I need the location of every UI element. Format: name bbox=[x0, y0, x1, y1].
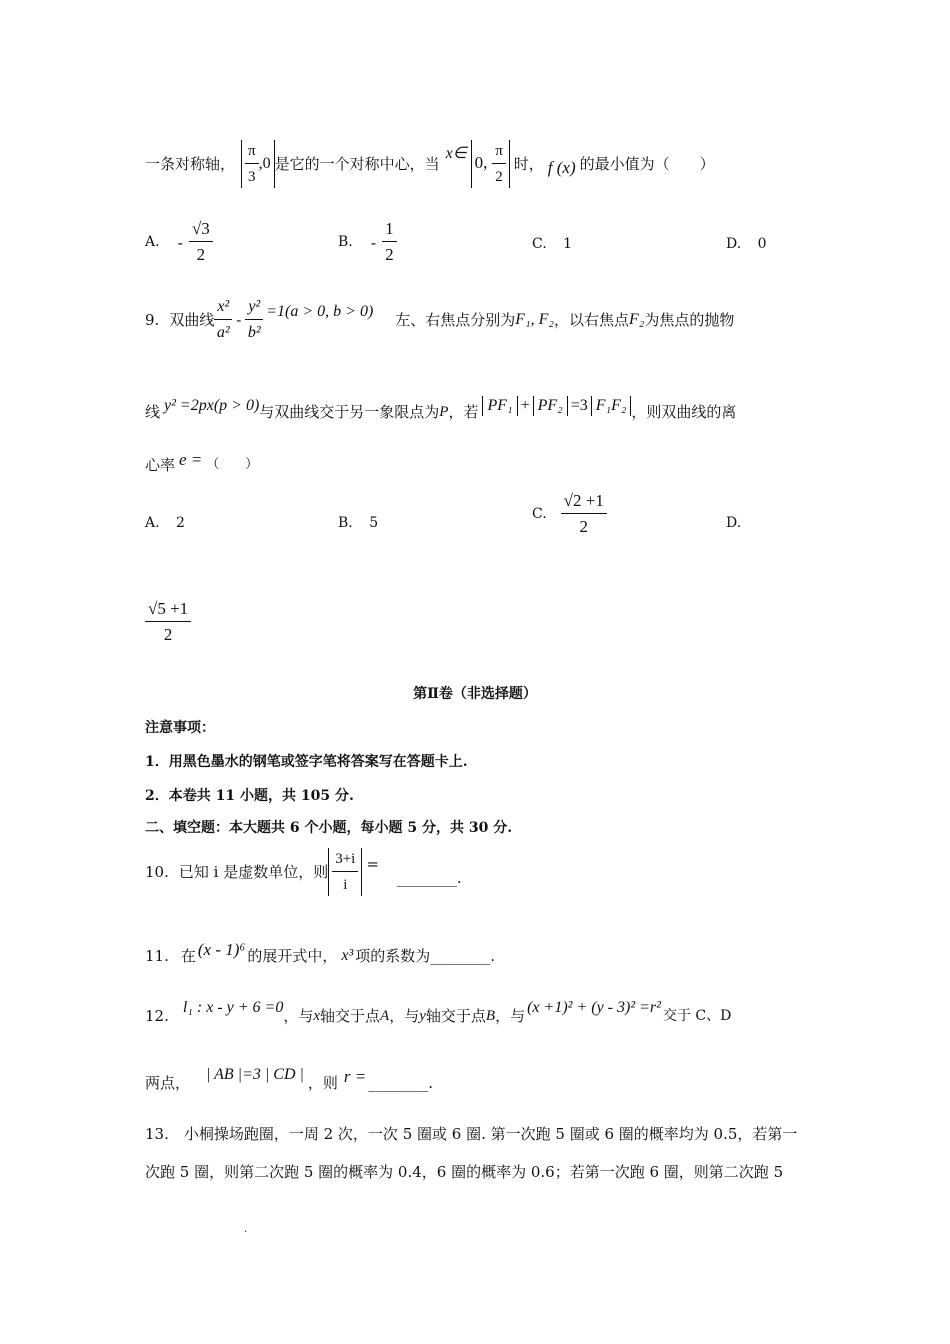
q9-abs-expr bbox=[482, 396, 631, 416]
q8-tail: 的最小值为（ ） bbox=[579, 155, 715, 173]
q11-text2: 的展开式中， bbox=[247, 947, 338, 965]
q9-tail: （ ） bbox=[206, 457, 259, 472]
q11-term: x³ bbox=[341, 947, 354, 964]
q9-option-b bbox=[338, 515, 378, 531]
q11-number: 11. bbox=[145, 947, 169, 965]
q9-c-label: C. bbox=[532, 506, 547, 522]
q9-minus: - bbox=[236, 311, 242, 329]
q8-interval-num: π bbox=[492, 140, 506, 164]
q9-x-num: x² bbox=[214, 296, 232, 320]
q12-text3: ，与 bbox=[389, 1007, 420, 1025]
q10-num: 3+i bbox=[332, 848, 358, 872]
q9-d-den: 2 bbox=[163, 625, 173, 644]
q8-interval-frac bbox=[492, 140, 506, 188]
q8-option-b bbox=[338, 218, 397, 266]
q9-line-1 bbox=[145, 294, 734, 346]
q12-r-eq: r = bbox=[343, 1067, 367, 1086]
q8-option-d bbox=[726, 236, 767, 252]
q10-eq: = bbox=[366, 855, 379, 873]
q9-text5: 与双曲线交于另一象限点为 bbox=[259, 403, 440, 421]
q12-number: 12. bbox=[145, 1007, 169, 1025]
q12-blank: ________. bbox=[368, 1074, 434, 1092]
q8-fx: f (x) bbox=[547, 158, 576, 177]
q8-a-sign: - bbox=[177, 232, 183, 252]
q8-a-num: √3 bbox=[189, 218, 213, 242]
q8-a-den: 2 bbox=[196, 245, 206, 264]
footer-mark: . bbox=[244, 1224, 248, 1235]
q9-c-frac bbox=[561, 490, 607, 538]
q9-x-den: a² bbox=[216, 324, 230, 341]
q12-text2: 轴交于点 bbox=[320, 1007, 381, 1025]
q8-d-value: 0 bbox=[757, 236, 767, 252]
q8-line bbox=[145, 142, 715, 186]
q12-text6: 交于 C、D bbox=[662, 1008, 732, 1024]
q8-center-den: 3 bbox=[248, 169, 256, 185]
q8-center-num: π bbox=[245, 140, 259, 164]
q12-text1: ，与 bbox=[283, 1007, 314, 1025]
q8-prefix: 一条对称轴， bbox=[145, 155, 236, 173]
q8-c-value: 1 bbox=[563, 236, 573, 252]
q9-c-den: 2 bbox=[579, 517, 588, 536]
q8-a-label: A. bbox=[145, 234, 160, 250]
q8-interval-den: 2 bbox=[495, 169, 503, 185]
q9-option-c bbox=[532, 490, 607, 538]
q9-y-den: b² bbox=[247, 324, 261, 341]
q9-b-value: 5 bbox=[369, 515, 379, 531]
q9-line-3 bbox=[145, 450, 258, 480]
q12-line-1 bbox=[145, 994, 731, 1038]
q8-b-frac bbox=[382, 218, 397, 266]
q9-option-a bbox=[145, 515, 185, 531]
q10-frac bbox=[332, 848, 358, 896]
q8-a-frac bbox=[189, 218, 213, 266]
q12-text7: ，则 bbox=[307, 1074, 338, 1092]
q12-line-eq: l₁ : x - y + 6 =0 bbox=[182, 999, 284, 1016]
q8-interval bbox=[471, 140, 510, 188]
q8-center-frac bbox=[245, 140, 259, 188]
q9-text3: ，以右焦点 bbox=[553, 311, 629, 329]
q11-text1: 在 bbox=[180, 947, 196, 965]
q8-b-sign: - bbox=[370, 232, 377, 252]
q12-circle: (x +1)² + (y - 3)² =r² bbox=[527, 999, 661, 1016]
notice-item-2: 2．本卷共 11 小题，共 105 分. bbox=[145, 788, 354, 804]
q9-text4: 为焦点的抛物 bbox=[644, 311, 735, 329]
q9-text1: 双曲线 bbox=[169, 311, 215, 329]
q9-number: 9. bbox=[145, 311, 160, 329]
q9-p: P bbox=[439, 404, 449, 420]
q9-line2-prefix: 线 bbox=[145, 403, 161, 421]
q12-y: y bbox=[419, 1008, 426, 1024]
q8-x-in: x∈ bbox=[445, 145, 467, 162]
q12-text4: 轴交于点 bbox=[425, 1007, 486, 1025]
q9-option-d-value bbox=[145, 598, 191, 646]
q13-line-1: 13. 小桐操场跑圈，一周 2 次，一次 5 圈或 6 圈. 第一次跑 5 圈或 6 圈的概率均为 0.5，若第一 bbox=[145, 1125, 798, 1143]
q8-center-tail: ,0 bbox=[258, 155, 271, 172]
q8-center bbox=[241, 140, 275, 188]
q12-ab-cd: | AB |=3 | CD | bbox=[206, 1066, 304, 1083]
q9-eq3: =3 bbox=[570, 397, 588, 414]
q10-number: 10. bbox=[145, 863, 169, 881]
q9-b-label: B. bbox=[338, 515, 353, 531]
q9-pf1: PF₁ bbox=[482, 396, 517, 416]
q9-frac-y bbox=[245, 296, 263, 344]
q9-d-label: D. bbox=[726, 515, 742, 531]
q9-line-2 bbox=[145, 392, 736, 432]
q9-foci: F₁, F₂ bbox=[515, 311, 554, 328]
q9-pf2: PF₂ bbox=[533, 396, 568, 416]
q8-b-den: 2 bbox=[385, 245, 394, 264]
notice-item-1: 1．用黑色墨水的钢笔或签字笔将答案写在答题卡上. bbox=[145, 754, 468, 770]
q9-text6: ，若 bbox=[448, 403, 479, 421]
q9-f2: F₂ bbox=[628, 311, 645, 328]
q9-y-num: y² bbox=[245, 296, 263, 320]
q9-a-value: 2 bbox=[176, 515, 185, 531]
notice-heading: 注意事项： bbox=[145, 720, 215, 736]
q12-line-2 bbox=[145, 1066, 433, 1100]
q8-c-label: C. bbox=[532, 236, 547, 252]
q10-abs bbox=[328, 848, 362, 896]
q11-expr: (x - 1)⁶ bbox=[197, 940, 246, 959]
q8-d-label: D. bbox=[726, 236, 742, 252]
q9-e-eq: e = bbox=[179, 450, 203, 469]
q9-d-frac bbox=[145, 598, 191, 646]
q8-option-c bbox=[532, 236, 572, 252]
part2-heading: 二、填空题：本大题共 6 个小题，每小题 5 分，共 30 分. bbox=[145, 820, 513, 836]
q9-frac-x bbox=[214, 296, 232, 344]
q9-a-label: A. bbox=[145, 515, 160, 531]
q13-line-2: 次跑 5 圈，则第二次跑 5 圈的概率为 0.4，6 圈的概率为 0.6；若第一次跑 6 圈，则第二次跑 5 bbox=[145, 1163, 784, 1181]
q9-d-num: √5 +1 bbox=[145, 598, 191, 622]
q10-line bbox=[145, 846, 462, 898]
q8-b-num: 1 bbox=[382, 218, 397, 242]
q12-text5: ，与 bbox=[495, 1007, 526, 1025]
q9-line3-prefix: 心率 bbox=[145, 456, 176, 474]
q11-line bbox=[145, 938, 495, 974]
q9-option-d bbox=[726, 515, 741, 531]
q11-text3: 项的系数为________. bbox=[355, 947, 496, 965]
q8-shi: 时， bbox=[513, 155, 544, 173]
q10-text: 已知 i 是虚数单位，则 bbox=[178, 863, 329, 881]
q9-parabola: y² =2px(p > 0) bbox=[164, 397, 260, 414]
q9-f1f2: F₁F₂ bbox=[591, 396, 632, 416]
q10-den: i bbox=[343, 877, 348, 893]
q12-line2-prefix: 两点， bbox=[145, 1074, 191, 1092]
q8-option-a bbox=[145, 218, 213, 266]
q10-blank: ________. bbox=[396, 869, 462, 887]
q9-plus: + bbox=[520, 397, 530, 414]
q12-x: x bbox=[313, 1008, 321, 1024]
q8-b-label: B. bbox=[338, 234, 353, 250]
q9-text7: ，则双曲线的离 bbox=[631, 403, 737, 421]
q9-eq-tail: =1(a > 0, b > 0) bbox=[266, 303, 374, 320]
section-title: 第Ⅱ卷（非选择题） bbox=[413, 686, 537, 702]
q9-c-num: √2 +1 bbox=[561, 490, 607, 514]
q9-text2: 左、右焦点分别为 bbox=[395, 311, 516, 329]
q12-b: B bbox=[485, 1008, 496, 1024]
q8-interval-start: 0, bbox=[474, 153, 488, 172]
q12-a: A bbox=[380, 1008, 390, 1024]
q8-mid: 是它的一个对称中心，当 bbox=[274, 155, 440, 173]
